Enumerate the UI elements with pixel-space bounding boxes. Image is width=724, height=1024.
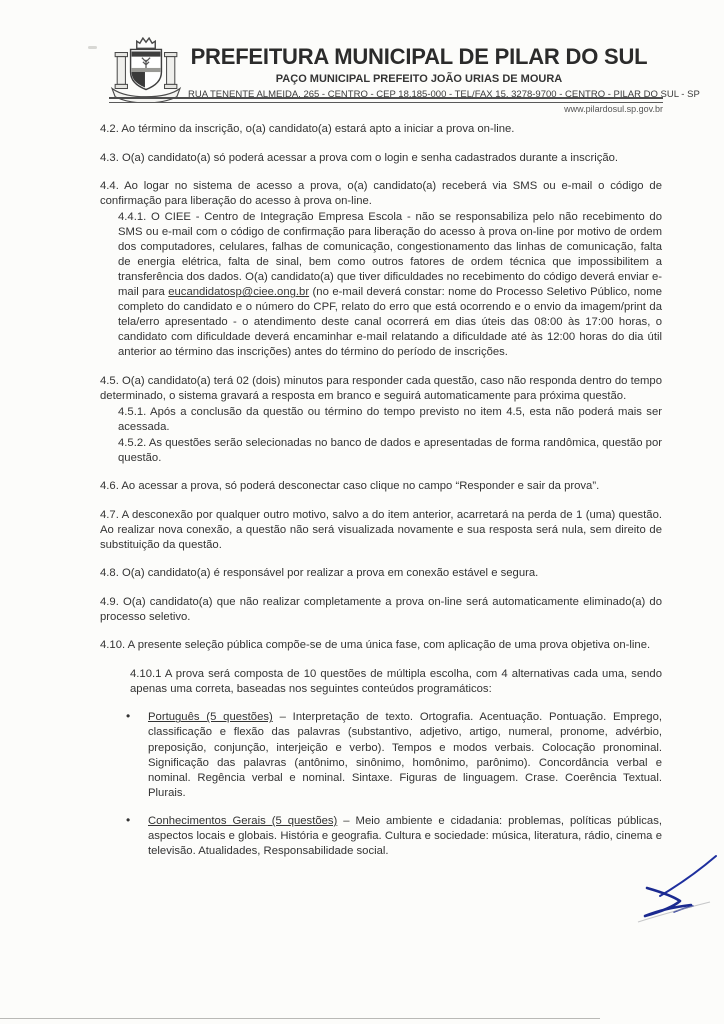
- clause-4-2: 4.2. Ao término da inscrição, o(a) candidato(a) estará apto a iniciar a prova on-line.: [100, 123, 515, 135]
- org-subtitle: PAÇO MUNICIPAL PREFEITO JOÃO URIAS DE MOURA: [275, 73, 563, 85]
- bullet-icon: •: [126, 813, 131, 828]
- clause-4-10-1: 4.10.1 A prova será composta de 10 questões de múltipla escolha, com 4 alternativas cada uma, sendo apenas uma correta, baseadas nos seguintes conteúdos programáticos:: [130, 667, 662, 695]
- clause-4-5: 4.5. O(a) candidato(a) terá 02 (dois) minutos para responder cada questão, caso não responda dentro do tempo determinado, o sistema gravará a resposta em branco e seguirá automaticamente para próxima questão.: [100, 374, 662, 402]
- clause-4-10: 4.10. A presente seleção pública compõe-se de uma única fase, com aplicação de uma prova objetiva on-line.: [100, 639, 651, 652]
- clause-4-7: 4.7. A desconexão por qualquer outro motivo, salvo a do item anterior, acarretará na perda de 1 (uma) questão. Ao realizar nova conexão, a questão não será visualizada novamente e sua resposta será nula, sem direito de substituição da questão.: [100, 508, 662, 551]
- clause-4-3: 4.3. O(a) candidato(a) só poderá acessar a prova com o login e senha cadastrados durante a inscrição.: [100, 151, 619, 164]
- clause-4-4-1: [100, 210, 662, 360]
- syllabus-text-portugues: – Interpretação de texto. Ortografia. Acentuação. Pontuação. Emprego, classificação e flexão das palavras (substantivo, adjetivo, artigo, numeral, pronome, advérbio, preposição, conjunção, interjeição e verbo). Tempos e modos verbais. Colocação pronominal. Significação das palavras (antônimo, sinônimo, homônimo, parônimo). Concordância verbal e nominal. Regência verbal e nominal. Sintaxe. Figuras de linguagem. Crase. Coerência Textual. Plurais.: [148, 711, 662, 799]
- org-title: PREFEITURA MUNICIPAL DE PILAR DO SUL: [190, 44, 648, 69]
- clause-4-4-1-text-before: 4.4.1. O CIEE - Centro de Integração Empresa Escola - não se responsabiliza pelo não recebimento do SMS ou e-mail com o código de confirmação para liberação do acesso à prova on-line por motivo de ordem dos computadores, celulares, falhas de comunicação, congestionamento das linhas de comunicação, falta de energia elétrica, falta de sinal, bem como outros fatores de ordem técnica que impossibilitem a transferência dos dados. O(a) candidato(a) que tiver dificuldades no recebimento do código deverá enviar e-mail para: [118, 211, 662, 299]
- org-address: RUA TENENTE ALMEIDA, 265 - CENTRO - CEP 18.185-000 - TEL/FAX 15. 3278-9700 - CENTRO - PILAR DO SUL - SP: [188, 89, 700, 100]
- header-rule-thick: [109, 97, 663, 99]
- clause-4-5-2: 4.5.2. As questões serão selecionadas no banco de dados e apresentadas de forma randômica, questão por questão.: [118, 436, 662, 464]
- clause-4-4: 4.4. Ao logar no sistema de acesso a prova, o(a) candidato(a) receberá via SMS ou e-mail o código de confirmação para liberação do acesso à prova on-line.: [100, 180, 662, 208]
- scan-speck: [88, 46, 97, 49]
- org-website: www.pilardosul.sp.gov.br: [564, 104, 663, 114]
- syllabus-title-portugues: Português (5 questões): [148, 711, 273, 724]
- clause-4-9: 4.9. O(a) candidato(a) que não realizar completamente a prova on-line será automaticamente eliminado(a) do processo seletivo.: [100, 595, 662, 623]
- handwritten-signature-mark: [630, 850, 720, 928]
- clause-4-8: 4.8. O(a) candidato(a) é responsável por realizar a prova em conexão estável e segura.: [100, 567, 539, 580]
- syllabus-item-conhecimentos-gerais: [100, 814, 662, 859]
- syllabus-item-portugues: [100, 710, 662, 800]
- letterhead: [188, 44, 700, 100]
- syllabus-title-conhecimentos-gerais: Conhecimentos Gerais (5 questões): [148, 815, 338, 828]
- clause-4-5-1: 4.5.1. Após a conclusão da questão ou término do tempo previsto no item 4.5, esta não poderá mais ser acessada.: [118, 405, 662, 433]
- municipal-coat-of-arms-logo: [110, 37, 182, 103]
- scan-edge-artifact: [0, 1018, 600, 1019]
- email-link[interactable]: eucandidatosp@ciee.ong.br: [168, 286, 310, 299]
- syllabus-text-conhecimentos-gerais: – Meio ambiente e cidadania: problemas, políticas públicas, aspectos locais e globais. História e geografia. Cultura e sociedade: música, literatura, rádio, cinema e televisão. Atualidades, Responsabilidade social.: [148, 815, 662, 858]
- clause-4-4-1-text-after: (no e-mail deverá constar: nome do Processo Seletivo Público, nome completo do candidato e o número do CPF, relato do erro que está ocorrendo e o envio da imagem/print da tela/erro apresentado - o atendimento deste canal ocorrerá em dias úteis das 08:00 às 17:00 horas, o candidato com dificuldade deverá encaminhar e-mail relatando a dificuldade até às 12:00 horas do dia útil anterior ao término das inscrições) antes do término do período de inscrições.: [118, 286, 662, 359]
- bullet-icon: •: [126, 709, 131, 724]
- clause-4-6: 4.6. Ao acessar a prova, só poderá desconectar caso clique no campo “Responder e sair da prova”.: [100, 480, 600, 493]
- document-body: [100, 122, 662, 873]
- header-rule-thin: [109, 102, 663, 103]
